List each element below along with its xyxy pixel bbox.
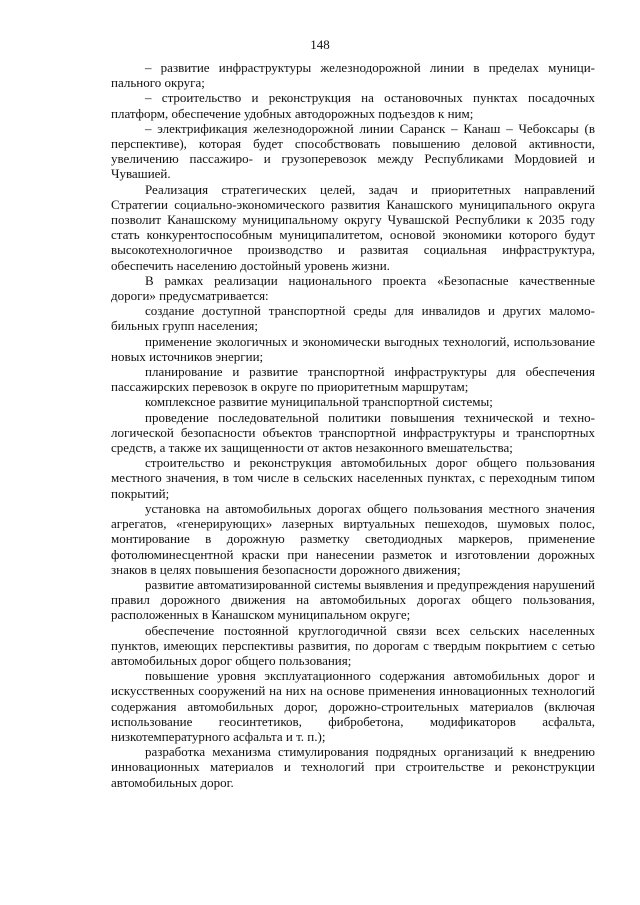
paragraph-road-maintenance: повышение уровня эксплуатационного содержания автомобильных дорог и искусственных сооружений на них на основе применения инновационных технологий содержания автомобильных дорог, дорожно-строительных материалов (включая использование геосинтетиков, фибробетона, модификаторов асфальта, низкотемпературного асфальта и т. п.);: [111, 668, 595, 744]
paragraph-railway-infrastructure: – развитие инфраструктуры железнодорожной линии в пределах муниципального округа;: [111, 60, 595, 91]
paragraph-electrification: – электрификация железнодорожной линии Саранск – Канаш – Чебоксары (в перспективе), которая будет способствовать повышению деловой активности, увеличению пассажиро- и грузоперевозок между Республиками Мордовией и Чувашией.: [111, 120, 595, 182]
paragraph-safety-policy: проведение последовательной политики повышения технической и технологической безопасности объектов транспортной инфраструктуры и транспортных средств, а также их защищенности от актов незаконного вмешательства;: [111, 409, 595, 456]
page-number: 148: [310, 37, 330, 52]
paragraph-rural-connectivity: обеспечение постоянной круглогодичной связи всех сельских населенных пунктов, имеющих перспективы развития, по дорогам с твердым покрытием с сетью автомобильных дорог общего пользования;: [111, 622, 595, 668]
paragraph-transport-planning: планирование и развитие транспортной инфраструктуры для обеспечения пассажирских перевозок в округе по приоритетным маршрутам;: [111, 364, 595, 395]
paragraph-platforms: – строительство и реконструкция на остановочных пунктах посадочных платформ, обеспечение удобных автодорожных подъездов к ним;: [111, 90, 595, 121]
paragraph-road-safety-devices: установка на автомобильных дорогах общего пользования местного значения агрегатов, «генерирующих» лазерных виртуальных пешеходов, шумовых полос, монтирование в дорожную разметку светодиодных маркеров, применение фотолюминесцентной краски при нанесении разметок и изготовлении дорожных знаков в целях повышения безопасности дорожного движения;: [111, 500, 595, 577]
paragraph-strategy-goals: Реализация стратегических целей, задач и приоритетных направлений Стратегии социально-экономического развития Канашского муниципального округа позволит Канашскому муниципальному округу Чувашской Республики к 2035 году стать конкурентоспособным муниципалитетом, основой экономики которого будут высокотехнологичное производство и развитая социальная инфраструктура, обеспечить населению достойный уровень жизни.: [111, 181, 595, 273]
paragraph-innovation-incentives: разработка механизма стимулирования подрядных организаций к внедрению инновационных материалов и технологий при строительстве и реконструкции автомобильных дорог.: [111, 744, 595, 790]
paragraph-national-project: В рамках реализации национального проекта «Безопасные качественные дороги» предусматривается:: [111, 272, 595, 304]
paragraph-automated-enforcement: развитие автоматизированной системы выявления и предупреждения нарушений правил дорожного движения на автомобильных дорогах общего пользования, расположенных в Канашском муниципальном округе;: [111, 576, 595, 623]
paragraph-transport-system: комплексное развитие муниципальной транспортной системы;: [145, 394, 493, 410]
paragraph-road-construction: строительство и реконструкция автомобильных дорог общего пользования местного значения, в том числе в сельских населенных пунктах, с переходным типом покрытий;: [111, 455, 595, 501]
paragraph-eco-technologies: применение экологичных и экономически выгодных технологий, использование новых источников энергии;: [111, 333, 595, 364]
paragraph-accessible-environment: создание доступной транспортной среды для инвалидов и других маломобильных групп населения;: [111, 303, 595, 334]
page-body: [111, 60, 595, 790]
